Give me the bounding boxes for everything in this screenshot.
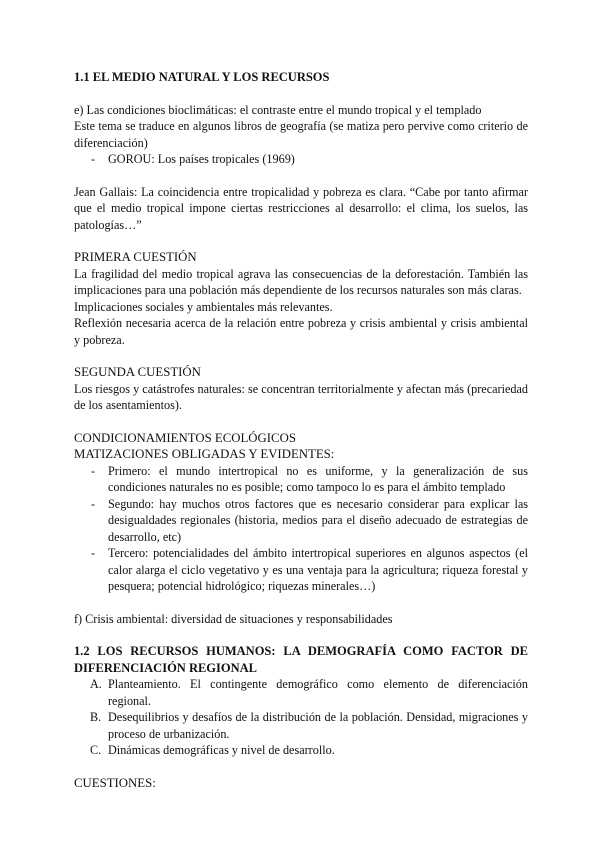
list-item-text: Tercero: potencialidades del ámbito intertropical superiores en algunos aspectos (el calor alarga el ciclo vegetativo y es una ventaja para la agricultura; riqueza forestal y pesquera; potencial hidrológico; riquezas minerales…) bbox=[108, 546, 528, 593]
list-item-text: Dinámicas demográficas y nivel de desarrollo. bbox=[108, 743, 335, 757]
matizaciones-heading: MATIZACIONES OBLIGADAS Y EVIDENTES: bbox=[74, 447, 335, 461]
list-item bbox=[74, 676, 528, 709]
list-item bbox=[74, 496, 528, 546]
point-e-heading: e) Las condiciones bioclimáticas: el contraste entre el mundo tropical y el templado bbox=[74, 102, 482, 117]
section-1-1-title: 1.1 EL MEDIO NATURAL Y LOS RECURSOS bbox=[74, 70, 330, 84]
list-item bbox=[74, 545, 528, 595]
point-f: f) Crisis ambiental: diversidad de situaciones y responsabilidades bbox=[74, 611, 393, 626]
list-item bbox=[74, 463, 528, 496]
bullet-dash: - bbox=[91, 463, 96, 478]
bullet-dash: - bbox=[91, 546, 96, 560]
matizaciones-list bbox=[74, 463, 528, 595]
primera-cuestion-paragraph-3: Reflexión necesaria acerca de la relación entre pobreza y crisis ambiental y crisis ambiental y pobreza. bbox=[74, 316, 528, 347]
list-item bbox=[74, 742, 528, 759]
list-item-text: Primero: el mundo intertropical no es uniforme, y la generalización de sus condiciones naturales no es posible; como tampoco lo es para el ámbito templado bbox=[108, 463, 528, 494]
section-1-2-title: 1.2 LOS RECURSOS HUMANOS: LA DEMOGRAFÍA COMO FACTOR DE DIFERENCIACIÓN REGIONAL bbox=[74, 644, 528, 675]
primera-cuestion-heading: PRIMERA CUESTIÓN bbox=[74, 250, 197, 264]
page-content bbox=[74, 69, 528, 791]
list-marker: A. bbox=[90, 677, 102, 691]
bullet-dash: - bbox=[91, 152, 96, 166]
primera-cuestion-paragraph-1: La fragilidad del medio tropical agrava las consecuencias de la deforestación. También las implicaciones para una población más dependiente de los recursos naturales son más claras. bbox=[74, 266, 528, 297]
primera-cuestion-paragraph-2: Implicaciones sociales y ambientales más relevantes. bbox=[74, 299, 333, 314]
list-marker: B. bbox=[90, 710, 102, 724]
list-item-text: Segundo: hay muchos otros factores que es necesario considerar para explicar las desigualdades regionales (historia, medios para el diseño adecuado de estrategias de desarrollo, etc) bbox=[108, 496, 528, 544]
list-item bbox=[74, 709, 528, 742]
list-marker: C. bbox=[90, 743, 102, 757]
bullet-dash: - bbox=[91, 496, 96, 511]
cuestiones-heading: CUESTIONES: bbox=[74, 775, 156, 790]
list-item-text: Desequilibrios y desafíos de la distribución de la población. Densidad, migraciones y proceso de urbanización. bbox=[108, 710, 528, 741]
list-item-text: Planteamiento. El contingente demográfico como elemento de diferenciación regional. bbox=[108, 677, 528, 708]
list-item-text: GOROU: Los países tropicales (1969) bbox=[108, 152, 295, 166]
segunda-cuestion-paragraph: Los riesgos y catástrofes naturales: se concentran territorialmente y afectan más (precariedad de los asentamientos). bbox=[74, 381, 528, 412]
point-e-list bbox=[74, 151, 528, 168]
segunda-cuestion-heading: SEGUNDA CUESTIÓN bbox=[74, 365, 201, 379]
section-1-2-list bbox=[74, 676, 528, 759]
condicionamientos-heading: CONDICIONAMIENTOS ECOLÓGICOS bbox=[74, 430, 296, 445]
list-item bbox=[74, 151, 528, 168]
point-e-description: Este tema se traduce en algunos libros de geografía (se matiza pero pervive como criterio de diferenciación) bbox=[74, 119, 528, 150]
gallais-quote: Jean Gallais: La coincidencia entre tropicalidad y pobreza es clara. “Cabe por tanto afirmar que el medio tropical impone ciertas restricciones al desarrollo: el clima, los suelos, las patologías…” bbox=[74, 184, 528, 232]
